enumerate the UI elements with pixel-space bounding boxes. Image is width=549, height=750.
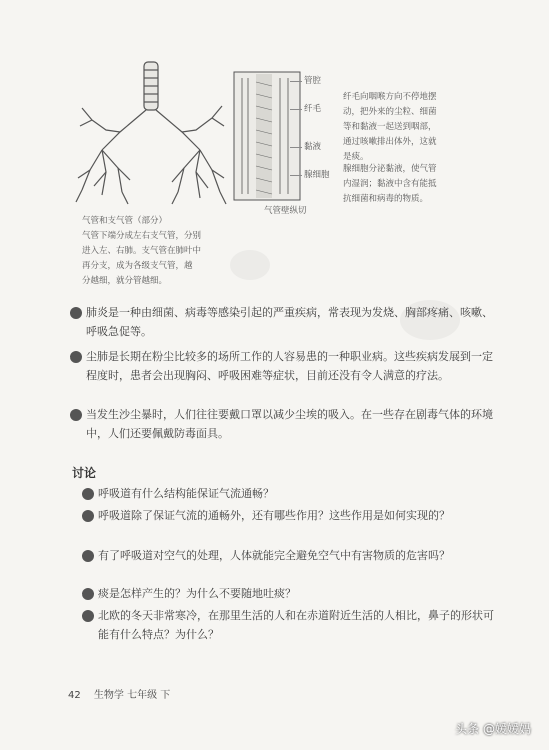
note-line: 内湿润；黏液中含有能抵	[343, 179, 437, 189]
leader-line	[290, 175, 302, 176]
label-mucus: 黏液	[304, 142, 322, 152]
caption-line: 气管和支气管（部分）	[82, 216, 168, 226]
note-line: 等和黏液一起送到咽部，	[343, 122, 437, 132]
paragraph-text: 当发生沙尘暴时，人们往往要戴口罩以减少尘埃的吸入。在一些存在剧毒气体的环境中，人们还要佩戴防毒面具。	[86, 408, 493, 440]
label-gland-cell: 腺细胞	[304, 170, 330, 180]
wall-caption: 气管壁纵切	[264, 206, 307, 216]
question-number: 4	[82, 588, 94, 600]
cilia-note	[343, 90, 463, 165]
question-number: 3	[82, 550, 94, 562]
paragraph-pneumoconiosis	[65, 348, 496, 385]
caption-line: 气管下端分成左右支气管，分别	[82, 231, 202, 241]
label-lumen: 管腔	[304, 76, 322, 86]
book-title: 生物学 七年级 下	[93, 690, 171, 701]
trachea-wall-section-illustration	[232, 70, 302, 202]
leader-line	[290, 147, 302, 148]
note-line: 是痰。	[343, 152, 369, 162]
note-line: 动，把外来的尘粒、细菌	[343, 107, 437, 117]
watermark: 头条 @媛媛妈	[455, 722, 531, 736]
page-number: 42	[68, 690, 81, 701]
paragraph-number: 3	[70, 307, 82, 319]
caption-line: 再分支，成为各级支气管，越	[82, 261, 193, 271]
paragraph-text: 尘肺是长期在粉尘比较多的场所工作的人容易患的一种职业病。这些疾病发展到一定程度时，患者会出现胸闷、呼吸困难等症状，目前还没有令人满意的疗法。	[86, 350, 493, 382]
discussion-heading: 讨论	[72, 466, 97, 480]
question-text: 北欧的冬天非常寒冷，在那里生活的人和在赤道附近生活的人相比，鼻子的形状可能有什么特点？为什么？	[98, 609, 494, 641]
trachea-caption	[82, 214, 242, 289]
question-number: 2	[82, 510, 94, 522]
page-footer	[68, 686, 170, 701]
discussion-question	[77, 546, 498, 565]
note-line: 通过咳嗽排出体外，这就	[343, 137, 437, 147]
paragraph-text: 肺炎是一种由细菌、病毒等感染引起的严重疾病，常表现为发烧、胸部疼痛、咳嗽、呼吸急促等。	[86, 306, 493, 338]
label-cilia: 纤毛	[304, 104, 322, 114]
question-text: 呼吸道有什么结构能保证气流通畅？	[98, 487, 274, 500]
note-line: 抗细菌和病毒的物质。	[343, 194, 429, 204]
question-text: 痰是怎样产生的？为什么不要随地吐痰？	[98, 587, 296, 600]
note-line: 腺细胞分泌黏液，使气管	[343, 164, 437, 174]
paragraph-number: 4	[70, 351, 82, 363]
scan-smudge	[400, 300, 460, 340]
paragraph-number: 5	[70, 409, 82, 421]
gland-note	[343, 162, 463, 207]
caption-line: 分越细，就分管越细。	[82, 276, 168, 286]
paragraph-sandstorm	[65, 406, 496, 443]
question-number: 5	[82, 610, 94, 622]
discussion-question	[77, 484, 498, 503]
question-number: 1	[82, 488, 94, 500]
question-text: 呼吸道除了保证气流的通畅外，还有哪些作用？这些作用是如何实现的？	[98, 509, 450, 522]
leader-line	[290, 81, 302, 82]
scan-smudge	[230, 250, 270, 280]
note-line: 纤毛向咽喉方向不停地摆	[343, 92, 437, 102]
discussion-question	[77, 506, 498, 525]
caption-line: 进入左、右肺。支气管在肺叶中	[82, 246, 202, 256]
discussion-question	[77, 606, 498, 644]
trachea-bronchi-illustration	[72, 60, 232, 210]
discussion-question	[77, 584, 498, 603]
leader-line	[290, 109, 302, 110]
question-text: 有了呼吸道对空气的处理，人体就能完全避免空气中有害物质的危害吗？	[98, 549, 450, 562]
